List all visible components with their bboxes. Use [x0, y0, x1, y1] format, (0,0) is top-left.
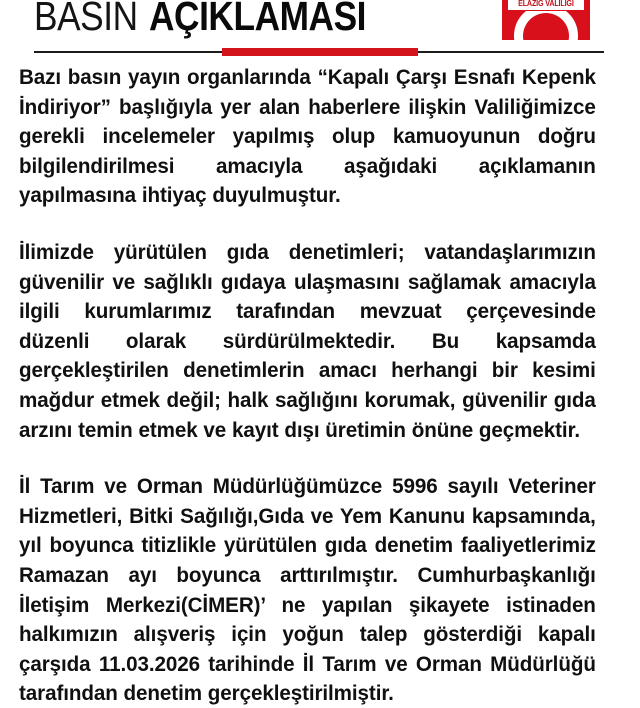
paragraph-2: İlimizde yürütülen gıda denetimleri; vatandaşlarımızın güvenilir ve sağlıklı gıdaya ulaşmasını sağlamak amacıyla ilgili kurumlarımız tarafından mevzuat çerçevesinde düzenli olarak sürdürülmektedir. Bu kapsamda gerçekleştirilen denetimlerin amacı herhangi bir kesimi mağdur etmek değil; halk sağlığını korumak, güvenilir gıda arzını temin etmek ve kayıt dışı üretimin önüne geçmektir. — [19, 238, 596, 442]
title-word-aciklamasi: AÇIKLAMASI — [148, 0, 366, 39]
divider-red-segment — [222, 48, 418, 56]
page-title — [34, 0, 401, 37]
header-divider — [34, 48, 604, 56]
logo-ring-inner-icon — [523, 13, 569, 40]
governorship-logo — [502, 0, 590, 40]
document-header — [0, 0, 640, 58]
announcement-body — [19, 62, 623, 708]
paragraph-3: İl Tarım ve Orman Müdürlüğümüzce 5996 sayılı Veteriner Hizmetleri, Bitki Sağılığı,Gıda ve Yem Kanunu kapsamında, yıl boyunca titizlikle yürütülen gıda denetim faaliyetlerimiz Ramazan ayı boyunca arttırılmıştır. Cumhurbaşkanlığı İletişim Merkezi(CİMER)’ ne yapılan şikayete istinaden halkımızın alışveriş için yoğun talep gösterdiği kapalı çarşıda 11.03.2026 tarihinde İl Tarım ve Orman Müdürlüğü tarafından denetim gerçekleştirilmiştir. — [19, 473, 596, 706]
paragraph-1: Bazı basın yayın organlarında “Kapalı Çarşı Esnafı Kepenk İndiriyor” başlığıyla yer alan haberlere ilişkin Valiliğimizce gerekli incelemeler yapılmış olup kamuoyunun doğru bilgilendirilmesi amacıyla aşağıdaki açıklamanın yapılmasına ihtiyaç duyulmuştur. — [19, 64, 596, 208]
title-word-basin: BASIN — [34, 0, 138, 39]
logo-nameplate — [507, 0, 585, 11]
logo-label: ELAZIĞ VALİLİĞİ — [518, 0, 574, 8]
